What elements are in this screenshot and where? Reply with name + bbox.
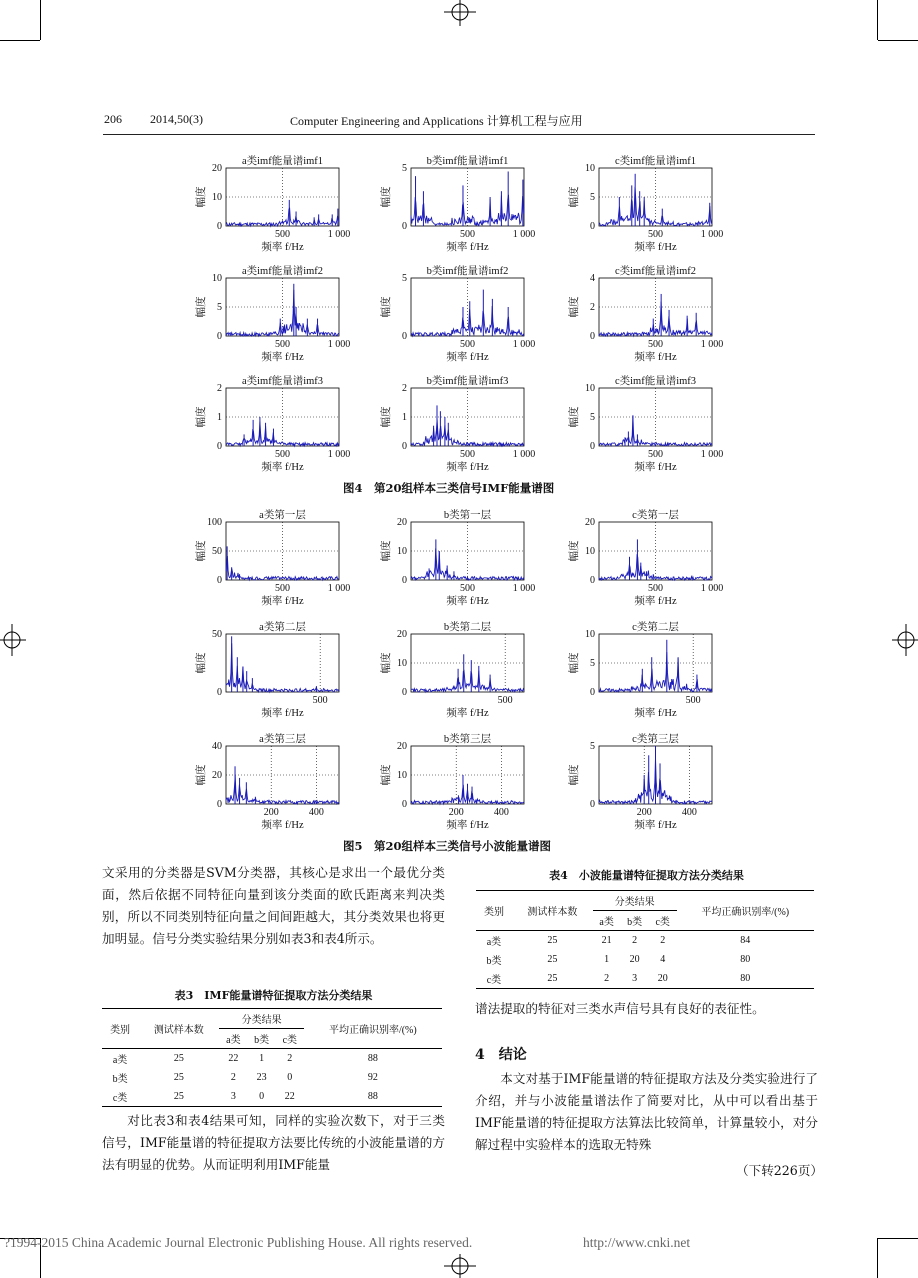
figure-4-caption: 图4 第20组样本三类信号IMF能量谱图 [343, 481, 555, 495]
table-cell: 25 [512, 969, 593, 989]
y-tick-label: 0 [217, 331, 222, 342]
table-header-samples: 测试样本数 [512, 891, 593, 931]
issue-info: 2014,50(3) [150, 112, 203, 126]
x-tick-label: 500 [460, 583, 475, 594]
table-subheader: a类 [593, 911, 621, 931]
y-tick-label: 0 [402, 441, 407, 452]
x-axis-label: 频率 f/Hz [261, 596, 304, 607]
paragraph-text: 对比表3和表4结果可知，同样的实验次数下，对于三类信号，IMF能量谱的特征提取方法要比传统的小波能量谱的方法有明显的优势。从而证明利用IMF能量 [102, 1113, 445, 1172]
table-cell: 80 [740, 954, 751, 965]
copyright-footer: ?1994-2015 China Academic Journal Electronic Publishing House. All rights reserved. [4, 1235, 473, 1250]
y-tick-label: 10 [397, 546, 407, 557]
x-axis-label: 频率 f/Hz [634, 596, 677, 607]
y-tick-label: 20 [212, 163, 222, 174]
table-subheader: c类 [649, 911, 677, 931]
y-tick-label: 10 [212, 273, 222, 284]
x-tick-label: 1 000 [512, 229, 536, 240]
left-paragraph-1 [102, 862, 445, 950]
table-3-title: 表3 IMF能量谱特征提取方法分类结果 [174, 989, 373, 1002]
x-tick-label: 1 000 [700, 229, 724, 240]
y-tick-label: 5 [402, 163, 407, 174]
x-axis-label: 频率 f/Hz [446, 242, 489, 253]
y-tick-label: 50 [212, 629, 222, 640]
table-header-samples: 测试样本数 [138, 1009, 219, 1049]
table-cell: 1 [604, 954, 610, 965]
right-paragraph-1 [475, 998, 818, 1020]
plot-title: b类第三层 [443, 734, 492, 745]
table-cell: a类 [112, 1055, 128, 1066]
x-axis-label: 频率 f/Hz [446, 708, 489, 719]
y-tick-label: 2 [217, 383, 222, 394]
table-cell: 2 [632, 935, 638, 946]
continued-note: （下转226页） [736, 1163, 824, 1178]
y-tick-label: 0 [590, 441, 595, 452]
y-tick-label: 0 [402, 687, 407, 698]
x-tick-label: 500 [460, 449, 475, 460]
x-tick-label: 500 [648, 583, 663, 594]
y-tick-label: 0 [590, 221, 595, 232]
y-tick-label: 20 [212, 770, 222, 781]
x-axis-label: 频率 f/Hz [261, 352, 304, 363]
y-tick-label: 10 [585, 163, 595, 174]
x-tick-label: 500 [685, 695, 701, 706]
x-tick-label: 1 000 [512, 449, 536, 460]
y-tick-label: 5 [217, 302, 222, 313]
x-tick-label: 500 [312, 695, 328, 706]
y-axis-label: 幅度 [569, 652, 580, 674]
table-cell: 2 [593, 969, 621, 989]
table-header-rate: 平均正确识别率/(%) [677, 891, 815, 931]
y-tick-label: 50 [212, 546, 222, 557]
crop-mark [877, 1238, 878, 1278]
x-tick-label: 500 [648, 449, 663, 460]
paragraph-text: 本文对基于IMF能量谱的特征提取方法及分类实验进行了介绍，并与小波能量谱法作了简要对比，从中可以看出基于IMF能量谱的特征提取方法算法比较简单，计算量较小，对分解过程中实验样本的选取无特殊 [475, 1071, 818, 1152]
table-header-class: 类别 [476, 891, 512, 931]
y-tick-label: 0 [590, 799, 595, 810]
x-tick-label: 1 000 [700, 449, 724, 460]
x-tick-label: 500 [460, 339, 475, 350]
x-tick-label: 1 000 [700, 583, 724, 594]
table-row [476, 931, 814, 951]
table-row [476, 950, 814, 969]
y-axis-label: 幅度 [569, 406, 580, 428]
x-axis-label: 频率 f/Hz [446, 596, 489, 607]
spectrum-plot [194, 732, 339, 831]
x-axis-label: 频率 f/Hz [634, 462, 677, 473]
table-header-rate: 平均正确识别率/(%) [304, 1009, 442, 1049]
x-tick-label: 500 [648, 339, 663, 350]
y-tick-label: 0 [217, 221, 222, 232]
table-row [102, 1049, 442, 1069]
x-tick-label: 200 [636, 807, 652, 818]
table-cell: 2 [287, 1053, 293, 1064]
x-tick-label: 1 000 [512, 339, 536, 350]
y-tick-label: 1 [402, 412, 407, 423]
x-tick-label: 200 [263, 807, 279, 818]
spectrum-line [411, 671, 524, 693]
x-axis-label: 频率 f/Hz [261, 462, 304, 473]
spectrum-line [599, 652, 712, 692]
table-cell: c类 [102, 1087, 138, 1107]
y-tick-label: 10 [397, 770, 407, 781]
y-tick-label: 5 [402, 273, 407, 284]
spectrum-line [226, 775, 339, 804]
x-tick-label: 1 000 [512, 583, 536, 594]
y-axis-label: 幅度 [196, 540, 207, 562]
figure-5-caption: 图5 第20组样本三类信号小波能量谱图 [343, 839, 552, 853]
table-cell: 22 [276, 1087, 304, 1107]
registration-mark-bottom [440, 1254, 480, 1278]
table-cell: b类 [112, 1074, 128, 1085]
y-tick-label: 0 [217, 575, 222, 586]
x-tick-label: 400 [493, 807, 509, 818]
spectrum-plot [194, 508, 350, 607]
x-tick-label: 1 000 [327, 449, 351, 460]
plot-title: a类第二层 [259, 622, 306, 633]
x-tick-label: 200 [448, 807, 464, 818]
table-cell: 3 [620, 969, 648, 989]
table-cell: c类 [476, 969, 512, 989]
table-cell: 25 [547, 954, 558, 965]
y-tick-label: 0 [590, 575, 595, 586]
table-cell: 22 [228, 1053, 239, 1064]
y-axis-label: 幅度 [196, 186, 207, 208]
table-cell: 2 [660, 935, 666, 946]
spectrum-plot [379, 732, 524, 831]
table-cell: 2 [230, 1072, 236, 1083]
y-tick-label: 40 [212, 741, 222, 752]
table-cell: 80 [677, 969, 815, 989]
table-cell: 25 [173, 1072, 184, 1083]
x-axis-label: 频率 f/Hz [634, 352, 677, 363]
x-tick-label: 500 [275, 449, 290, 460]
x-axis-label: 频率 f/Hz [261, 242, 304, 253]
table-cell: 92 [367, 1072, 378, 1083]
table-subheader: b类 [620, 911, 648, 931]
y-tick-label: 2 [590, 302, 595, 313]
table-subheader: a类 [219, 1029, 247, 1049]
table-cell: 23 [256, 1072, 267, 1083]
plot-title: c类第一层 [632, 510, 679, 521]
table-cell: 21 [601, 935, 612, 946]
x-tick-label: 1 000 [700, 339, 724, 350]
x-tick-label: 1 000 [327, 339, 351, 350]
page-number: 206 [104, 112, 122, 126]
x-tick-label: 500 [497, 695, 513, 706]
x-axis-label: 频率 f/Hz [261, 820, 304, 831]
plot-title: a类imf能量谱imf2 [241, 266, 324, 277]
y-tick-label: 0 [217, 441, 222, 452]
x-tick-label: 1 000 [327, 583, 351, 594]
y-tick-label: 0 [590, 331, 595, 342]
y-axis-label: 幅度 [381, 406, 392, 428]
y-axis-label: 幅度 [569, 540, 580, 562]
spectrum-plot [567, 508, 723, 607]
y-tick-label: 0 [590, 687, 595, 698]
table-cell: 88 [367, 1053, 378, 1064]
table-cell: 3 [219, 1087, 247, 1107]
plot-title: a类imf能量谱imf1 [241, 156, 324, 167]
journal-title: Computer Engineering and Applications 计算机工程与应用 [290, 114, 583, 128]
plot-title: b类第一层 [443, 510, 492, 521]
table-header-result: 分类结果 [219, 1009, 303, 1029]
y-axis-label: 幅度 [196, 764, 207, 786]
table-cell: 25 [138, 1087, 219, 1107]
x-axis-label: 频率 f/Hz [634, 708, 677, 719]
y-tick-label: 5 [590, 192, 595, 203]
y-tick-label: 5 [590, 658, 595, 669]
y-axis-label: 幅度 [381, 652, 392, 674]
spectrum-plot [194, 620, 339, 719]
table-row [102, 1087, 442, 1107]
footer-url: http://www.cnki.net [583, 1235, 691, 1250]
x-axis-label: 频率 f/Hz [634, 242, 677, 253]
y-axis-label: 幅度 [381, 764, 392, 786]
y-tick-label: 2 [402, 383, 407, 394]
y-axis-label: 幅度 [196, 296, 207, 318]
table-row [102, 1068, 442, 1087]
x-tick-label: 1 000 [327, 229, 351, 240]
x-axis-label: 频率 f/Hz [446, 820, 489, 831]
x-axis-label: 频率 f/Hz [446, 352, 489, 363]
x-tick-label: 500 [460, 229, 475, 240]
y-axis-label: 幅度 [569, 186, 580, 208]
y-tick-label: 5 [590, 741, 595, 752]
table-4 [476, 890, 814, 989]
section-heading-conclusion: 4 结论 [475, 1047, 527, 1063]
plot-title: c类imf能量谱imf1 [614, 156, 697, 167]
plot-title: c类imf能量谱imf3 [614, 376, 697, 387]
spectrum-plot [379, 620, 524, 719]
plot-title: a类imf能量谱imf3 [241, 376, 324, 387]
x-axis-label: 频率 f/Hz [261, 708, 304, 719]
x-tick-label: 500 [275, 339, 290, 350]
table-cell: 88 [304, 1087, 442, 1107]
y-tick-label: 0 [402, 331, 407, 342]
table-cell: 84 [740, 935, 751, 946]
x-tick-label: 400 [308, 807, 324, 818]
x-tick-label: 500 [275, 583, 290, 594]
table-4-title: 表4 小波能量谱特征提取方法分类结果 [549, 869, 744, 882]
paragraph-text: 文采用的分类器是SVM分类器，其核心是求出一个最优分类面，然后依据不同特征向量到该分类面的欧氏距离来判决类别，所以不同类别特征向量之间间距越大，其分类效果也将更加明显。信号分类实验结果分别如表3和表4所示。 [102, 865, 445, 946]
table-cell: a类 [486, 937, 502, 948]
plot-title: b类imf能量谱imf1 [426, 156, 509, 167]
y-tick-label: 0 [402, 575, 407, 586]
x-tick-label: 500 [275, 229, 290, 240]
y-tick-label: 20 [397, 517, 407, 528]
table-cell: b类 [486, 956, 502, 967]
y-tick-label: 4 [590, 273, 595, 284]
y-axis-label: 幅度 [196, 652, 207, 674]
y-tick-label: 10 [212, 192, 222, 203]
table-cell: 25 [173, 1053, 184, 1064]
spectrum-plot [567, 620, 712, 719]
y-tick-label: 20 [585, 517, 595, 528]
table-cell: 20 [629, 954, 640, 965]
y-tick-label: 10 [585, 383, 595, 394]
y-tick-label: 10 [585, 629, 595, 640]
left-paragraph-2 [102, 1110, 445, 1176]
plot-title: c类第二层 [632, 622, 679, 633]
plot-title: a类第三层 [259, 734, 306, 745]
y-axis-label: 幅度 [569, 764, 580, 786]
x-axis-label: 频率 f/Hz [446, 462, 489, 473]
table-3 [102, 1008, 442, 1107]
table-cell: 1 [259, 1053, 265, 1064]
y-tick-label: 0 [217, 687, 222, 698]
y-tick-label: 20 [397, 741, 407, 752]
plot-title: b类imf能量谱imf2 [426, 266, 509, 277]
table-cell: 4 [660, 954, 666, 965]
x-axis-label: 频率 f/Hz [634, 820, 677, 831]
spectrum-plot [567, 732, 712, 831]
table-cell: 0 [247, 1087, 276, 1107]
crop-mark [878, 1238, 918, 1239]
spectrum-plot [379, 508, 535, 607]
paragraph-text: 谱法提取的特征对三类水声信号具有良好的表征性。 [475, 1001, 765, 1016]
plot-title: b类第二层 [443, 622, 492, 633]
table-subheader: c类 [276, 1029, 304, 1049]
plot-title: c类imf能量谱imf2 [614, 266, 697, 277]
x-tick-label: 400 [681, 807, 697, 818]
y-tick-label: 5 [590, 412, 595, 423]
y-tick-label: 0 [402, 799, 407, 810]
y-tick-label: 10 [585, 546, 595, 557]
y-tick-label: 0 [402, 221, 407, 232]
y-axis-label: 幅度 [569, 296, 580, 318]
table-subheader: b类 [247, 1029, 276, 1049]
table-cell: 20 [649, 969, 677, 989]
y-axis-label: 幅度 [381, 296, 392, 318]
right-paragraph-2 [475, 1068, 818, 1156]
y-tick-label: 1 [217, 412, 222, 423]
y-tick-label: 10 [397, 658, 407, 669]
table-header-result: 分类结果 [593, 891, 677, 911]
y-tick-label: 0 [217, 799, 222, 810]
table-header-class: 类别 [102, 1009, 138, 1049]
x-tick-label: 500 [648, 229, 663, 240]
table-row [476, 969, 814, 989]
table-cell: 0 [287, 1072, 293, 1083]
plot-title: b类imf能量谱imf3 [426, 376, 509, 387]
plot-title: c类第三层 [632, 734, 679, 745]
y-tick-label: 20 [397, 629, 407, 640]
plot-title: a类第一层 [259, 510, 306, 521]
table-cell: 25 [547, 935, 558, 946]
y-axis-label: 幅度 [381, 186, 392, 208]
y-axis-label: 幅度 [196, 406, 207, 428]
y-tick-label: 100 [207, 517, 222, 528]
y-axis-label: 幅度 [381, 540, 392, 562]
